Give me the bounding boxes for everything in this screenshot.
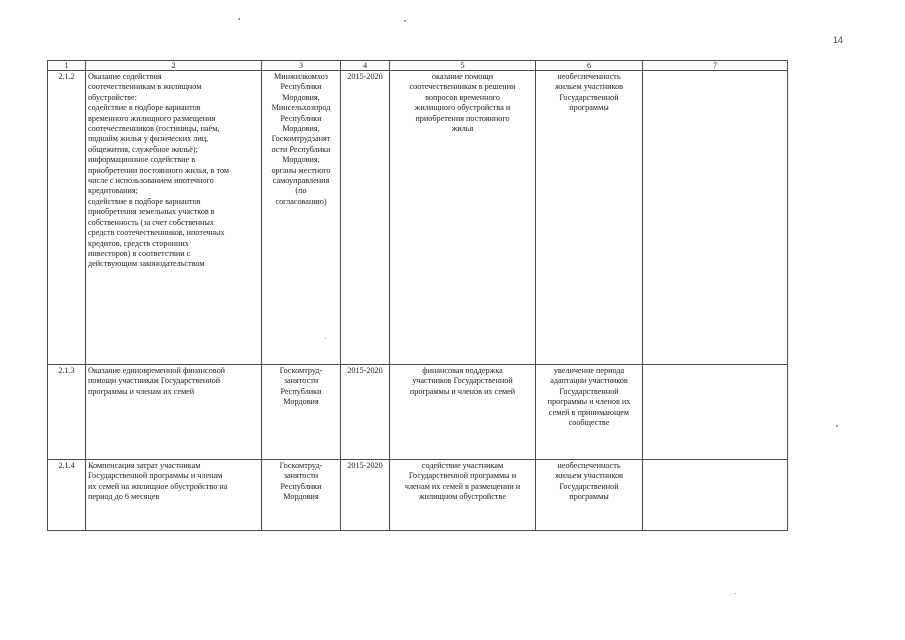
measure-content: финансовая поддержка участников Государственной программы и членов их семей <box>390 365 536 460</box>
measure-description: Оказание единовременной финансовой помощи участникам Государственной программы и членам их семей <box>86 365 262 460</box>
column-7-cell <box>643 460 788 531</box>
table-row <box>48 460 788 531</box>
column-header: 4 <box>341 61 390 71</box>
period: 2015-2020 <box>341 71 390 365</box>
measures-table <box>47 60 788 531</box>
table-header-row <box>48 61 788 71</box>
table-row <box>48 365 788 460</box>
item-number: 2.1.4 <box>48 460 86 531</box>
period: 2015-2020 <box>341 460 390 531</box>
column-header: 7 <box>643 61 788 71</box>
measure-description: Оказание содействия соотечественникам в жилищном обустройстве: содействие в подборе вариантов временного жилищного размещения соотечественников (гостиницы, наём, поднайм жилья у физических лиц, общежития, служебное жильё); информационное содействие в приобретении постоянного жилья, в том числе с использованием ипотечного кредитования; содействие в подборе вариантов приобретения земельных участков в собственность (за счет собственных средств соотечественников, ипотечных кредитов, средств сторонних инвесторов) в соответствии с действующим законодательством <box>86 71 262 365</box>
expected-result: необеспеченность жильем участников Государственной программы <box>536 460 643 531</box>
item-number: 2.1.2 <box>48 71 86 365</box>
executors: Госкомтруд- занятости Республики Мордовия <box>262 460 341 531</box>
period: 2015-2020 <box>341 365 390 460</box>
table-row <box>48 71 788 365</box>
column-header: 6 <box>536 61 643 71</box>
column-header: 5 <box>390 61 536 71</box>
executors: Госкомтруд- занятости Республики Мордовия <box>262 365 341 460</box>
column-7-cell <box>643 71 788 365</box>
measure-content: оказание помощи соотечественникам в решении вопросов временного жилищного обустройства и приобретения постоянного жилья <box>390 71 536 365</box>
scan-speck <box>238 18 240 20</box>
page-number: 14 <box>833 35 844 45</box>
measure-content: содействие участникам Государственной программы и членам их семей в размещении и жилищном обустройстве <box>390 460 536 531</box>
expected-result: необеспеченность жильем участников Государственной программы <box>536 71 643 365</box>
column-header: 1 <box>48 61 86 71</box>
scan-speck <box>735 593 736 594</box>
column-header: 3 <box>262 61 341 71</box>
executors: Минжилкомхоз Республики Мордовия, Минсельхозпрод Республики Мордовия, Госкомтрудзанят ости Республики Мордовия, органы местного самоуправления (по согласованию) <box>262 71 341 365</box>
column-7-cell <box>643 365 788 460</box>
measure-description: Компенсация затрат участникам Государственной программы и членам их семей на жилищное обустройство на период до 6 месяцев <box>86 460 262 531</box>
scan-speck <box>404 20 406 22</box>
column-header: 2 <box>86 61 262 71</box>
expected-result: увеличение периода адаптации участников Государственной программы и членов их семей в принимающем сообществе <box>536 365 643 460</box>
item-number: 2.1.3 <box>48 365 86 460</box>
scan-speck <box>836 425 838 427</box>
